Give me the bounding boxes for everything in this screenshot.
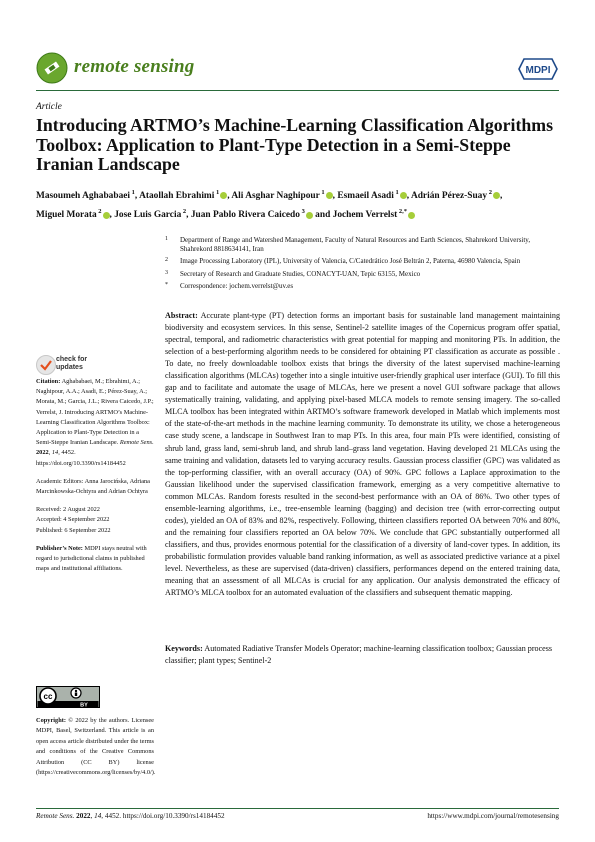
dates-block	[36, 505, 154, 536]
author-name: Juan Pablo Rivera Caicedo	[190, 210, 300, 221]
orcid-icon[interactable]	[408, 212, 415, 219]
svg-text:BY: BY	[80, 702, 88, 708]
affiliation-text: Department of Range and Watershed Management, Faculty of Natural Resources and Earth Sciences, Shahrekord University, Shahrekord 8818634141, Iran	[180, 236, 531, 254]
affiliation-item	[165, 257, 560, 266]
editors-block	[36, 477, 154, 497]
author-affiliation-mark: 1	[130, 189, 135, 196]
author-separator: ,	[109, 210, 115, 221]
author-separator: ,	[134, 191, 140, 202]
received-date: Received: 2 August 2022	[36, 506, 100, 514]
article-title: Introducing ARTMO’s Machine-Learning Classification Algorithms Toolbox: Application to Plant-Type Detection in a Semi-Steppe Iranian Landscape	[36, 115, 554, 174]
citation-text: Aghababaei, M.; Ebrahimi, A.; Naghipour, A.A.; Asadi, E.; Pérez-Suay, A.; Morata, M.; Garcia, J.L.; Rivera Caicedo, J.P.; Verrelst, J. Introducing ARTMO’s Machine-Learning Classification Algorithms Toolbox: Application to Plant-Type Detection in a Semi-Steppe Iranian Landscape.	[36, 378, 154, 447]
affiliation-number: 2	[165, 257, 168, 264]
journal-logo-icon	[36, 52, 68, 84]
orcid-icon[interactable]	[400, 192, 407, 199]
affiliation-text: Correspondence: jochem.verrelst@uv.es	[180, 281, 294, 290]
orcid-icon[interactable]	[306, 212, 313, 219]
article-type: Article	[36, 102, 62, 112]
keywords-text: Automated Radiative Transfer Models Operator; machine-learning classification toolbox; Gaussian process classifier; plant types; Sentinel-2	[165, 644, 553, 665]
author-separator: ,	[332, 191, 338, 202]
affiliation-text: Image Processing Laboratory (IPL), University of Valencia, C/Catedrático José Beltrán 2, Paterna, 46980 Valencia, Spain	[180, 257, 521, 266]
citation-year: 2022	[36, 449, 49, 457]
author-affiliation-mark: 2,*	[397, 208, 408, 216]
author-name: Masoumeh Aghababaei	[36, 191, 131, 202]
affiliations	[165, 236, 560, 294]
journal-name: remote sensing	[74, 56, 195, 77]
affiliation-item	[165, 282, 560, 291]
author-affiliation-mark: 1	[319, 189, 325, 196]
footer-year: 2022	[76, 812, 91, 820]
copyright-label: Copyright:	[36, 717, 66, 724]
orcid-icon[interactable]	[103, 212, 110, 219]
footer-journal-url[interactable]: https://www.mdpi.com/journal/remotesensing	[427, 812, 559, 820]
footer-journal: Remote Sens.	[36, 812, 75, 820]
citation-label: Citation:	[36, 378, 61, 385]
header-rule	[36, 90, 559, 91]
svg-text:cc: cc	[43, 692, 53, 701]
author-name: Ali Asghar Naghipour	[231, 191, 320, 202]
citation-doi[interactable]: , 4452. https://doi.org/10.3390/rs14184452	[36, 449, 126, 467]
check-for-updates-label[interactable]: check for updates	[56, 356, 88, 371]
author-name: Miguel Morata	[36, 210, 97, 221]
citation-volume: 14	[51, 449, 59, 457]
author-affiliation-mark: 3	[299, 208, 305, 216]
footer-volume: 14	[94, 812, 102, 820]
abstract-label: Abstract:	[165, 311, 198, 320]
affiliation-text: Secretary of Research and Graduate Studies, CONACYT-UAN, Tepic 63155, Mexico	[180, 269, 421, 278]
affiliation-number: 3	[165, 269, 168, 276]
author-separator: ,	[186, 210, 191, 221]
publisher-note	[36, 544, 154, 575]
editors-label: Academic Editors:	[36, 477, 84, 485]
keywords	[165, 643, 560, 667]
author-name: Jochem Verrelst	[332, 210, 398, 221]
author-separator: ,	[406, 191, 411, 202]
keywords-label: Keywords:	[165, 644, 203, 653]
author-affiliation-mark: 2	[96, 208, 102, 216]
cc-by-license-icon[interactable]	[36, 686, 100, 708]
affiliation-item	[165, 236, 560, 254]
copyright	[36, 716, 154, 778]
author-name: Esmaeil Asadi	[337, 191, 394, 202]
abstract-text: Accurate plant-type (PT) detection forms an important basis for sustainable land management maintaining biodiversity and ecosystem services. In this sense, Sentinel-2 satellite images of the Copernicus program offer spatial, spectral, temporal, and radiometric characteristics with great potential for mapping and monitoring PTs. In addition, the selection of a best-performing algorithm needs to be considered for obtaining PT classification as accurate as possible . To date, no freely downloadable toolbox exists that brings the diversity of the latest supervised machine-learning classification algorithms (MLCAs) together into a single intuitive user-friendly graphical user interface (GUI). To fill this gap and to facilitate and automate the usage of MLCAs, here we present a novel GUI software package that allows systematically training, validating, and applying pixel-based MLCA models to remote sensing imagery. The so-called MLCA toolbox has been integrated within ARTMO’s software framework developed in Matlab which implements most of the state-of-the-art methods in the machine learning community. To demonstrate its utility, we chose a heterogeneous case study scene, a landscape in Southwest Iran to map PTs. In this area, four main PTs were identified, consisting of shrub land, grass land, semi-shrub land, and shrub land–grass land vegetation. Having developed 21 MLCAs using the same training and validation, datasets led to varying accuracy results. Gaussian process classifier (GPC) was validated as the top-performing classifier, with an overall accuracy (OA) of 90%. GPC follows a Laplace approximation to the Gaussian likelihood under the supervised classification framework, emerging as a very competitive alternative to common MLCAs. Random forests resulted in the second-best performance with an OA of 86%. Two other types of ensemble-learning algorithms, i.e., tree-ensemble learning (bagging) and decision tree (with error-correcting output codes), yielded an OA of 83% and 82%, respectively. Following, thirteen classifiers reported OA between 70% and 80%, and the remaining four classifiers reported an OA below 70%. We conclude that GPC substantially outperformed all classifiers, and thus, provides enormous potential for the classification of a diversity of land-cover types. In addition, its probabilistic formulation provides valuable band ranking information, as well as associated predictive variance at a pixel level. Nevertheless, as these are supervised (data-driven) classifiers, performances depend on the entered training data, meaning that an assessment of all MLCAs is crucial for any application. Our analysis demonstrated the efficacy of ARTMO’s MLCA toolbox for an automated evaluation of the classifiers and subsequent thematic mapping.	[165, 311, 560, 598]
published-date: Published: 6 September 2022	[36, 526, 111, 534]
orcid-icon[interactable]	[326, 192, 333, 199]
author-separator: ,	[499, 191, 503, 202]
check-for-updates-icon[interactable]	[36, 355, 56, 375]
svg-text:MDPI: MDPI	[525, 65, 551, 76]
author-list	[36, 185, 564, 223]
author-affiliation-mark: 1	[214, 189, 220, 196]
orcid-icon[interactable]	[493, 191, 503, 202]
affiliation-number: *	[165, 281, 168, 288]
author-separator: and	[312, 210, 333, 221]
affiliation-item	[165, 270, 560, 279]
footer-doi[interactable]: , 4452. https://doi.org/10.3390/rs14184452	[101, 812, 225, 820]
copyright-text: © 2022 by the authors. Licensee MDPI, Basel, Switzerland. This article is an open access article distributed under the terms and conditions of the Creative Commons Attribution (CC BY) license (https://creativecommons.org/licenses/by/4.0/).	[36, 717, 156, 777]
affiliation-number: 1	[165, 236, 168, 242]
editors-text: Anna Jarocińska, Adriana Marcinkowska-Ochtyra and Adrian Ochtyra	[36, 477, 150, 496]
author-affiliation-mark: 2	[487, 189, 492, 196]
author-name: Ataollah Ebrahimi	[139, 191, 215, 202]
author-affiliation-mark: 2	[181, 208, 187, 216]
publisher-note-label: Publisher’s Note:	[36, 544, 83, 552]
footer-citation: Remote Sens. 2022, 14, 4452. https://doi.org/10.3390/rs14184452	[36, 812, 225, 820]
accepted-date: Accepted: 4 September 2022	[36, 516, 110, 524]
sidebar	[36, 377, 154, 582]
abstract	[165, 310, 560, 599]
author-name: Jose Luis Garcia	[114, 210, 182, 221]
mdpi-logo	[518, 58, 558, 80]
author-name: Adrián Pérez-Suay	[410, 191, 488, 202]
footer-rule	[36, 808, 559, 809]
citation-block: Citation: Aghababaei, M.; Ebrahimi, A.; Naghipour, A.A.; Asadi, E.; Pérez-Suay, A.; Morata, M.; Garcia, J.L.; Rivera Caicedo, J.P.; Verrelst, J. Introducing ARTMO’s Machine-Learning Classification Algorithms Toolbox: Application to Plant-Type Detection in a Semi-Steppe Iranian Landscape. Remote Sens. 2022, 14, 4452. https://doi.org/10.3390/rs14184452	[36, 378, 154, 467]
author-separator: ,	[227, 191, 232, 202]
citation-journal: Remote Sens.	[119, 439, 154, 447]
author-affiliation-mark: 1	[393, 189, 399, 196]
publisher-note-text: MDPI stays neutral with regard to jurisdictional claims in published maps and institutional affiliations.	[36, 544, 147, 573]
